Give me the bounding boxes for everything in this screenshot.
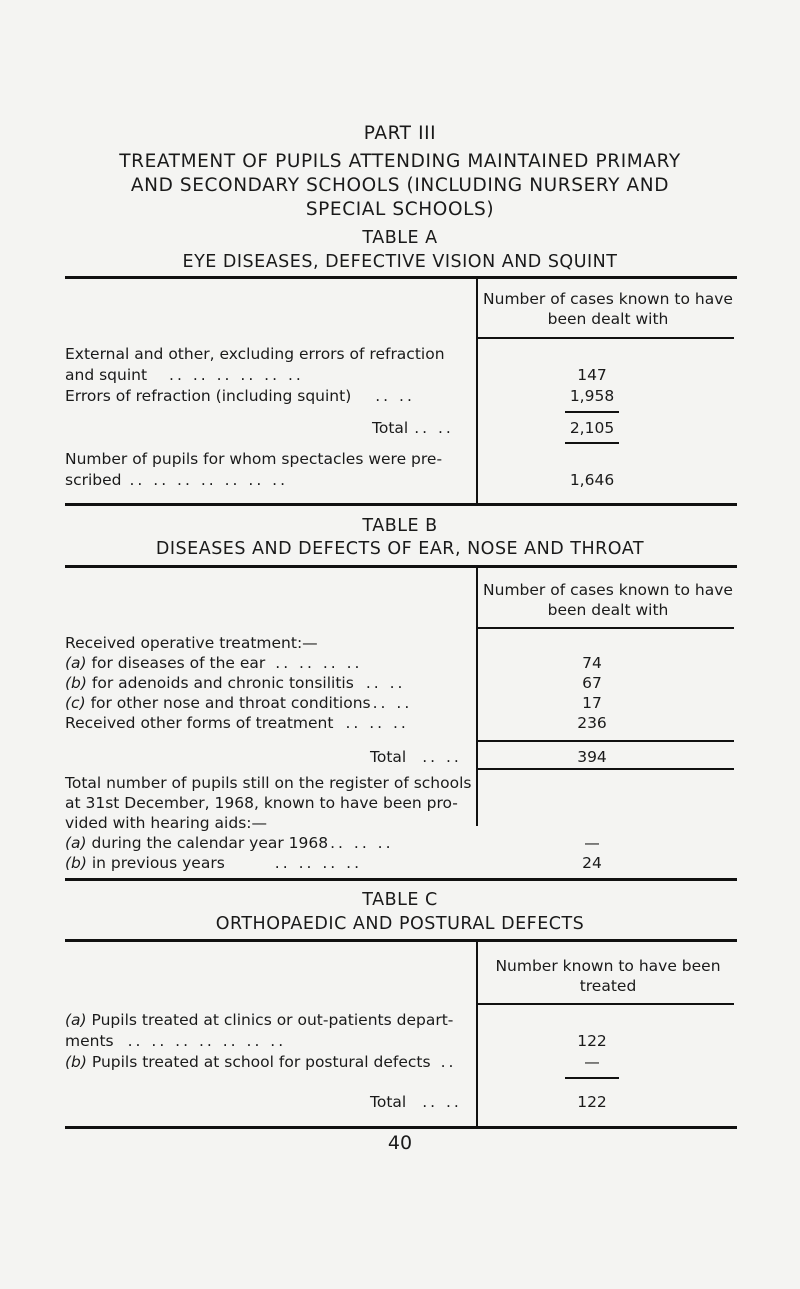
total-label: Total	[370, 1093, 407, 1111]
row-label: and squint	[65, 366, 148, 384]
table-b-hearing-a	[65, 834, 394, 852]
table-a-row2-value: 1,958	[569, 387, 615, 405]
total-label: Total	[370, 748, 407, 766]
row-label: for adenoids and chronic tonsilitis	[91, 674, 354, 692]
table-a-row3-value: 1,646	[569, 471, 615, 489]
leader-dots: ..	[440, 1053, 457, 1071]
leader-dots: .. ..	[365, 674, 406, 692]
table-a-row3-line1: Number of pupils for whom spectacles were pre-	[65, 450, 443, 468]
table-b-hearing-line1: Total number of pupils still on the register of schools	[65, 774, 472, 792]
table-c-label: TABLE C	[362, 890, 438, 910]
table-b-hearing-line3: vided with hearing aids:—	[65, 814, 267, 832]
row-prefix: (a)	[65, 834, 87, 852]
row-prefix: (a)	[65, 1011, 87, 1029]
table-a-header-rule	[478, 337, 734, 339]
table-c-bottom-rule	[65, 1126, 737, 1129]
table-b-total-rule	[478, 768, 734, 770]
table-c-row-a-value: 122	[577, 1032, 607, 1050]
table-c-heading: ORTHOPAEDIC AND POSTURAL DEFECTS	[215, 914, 585, 934]
table-b-bottom-rule	[65, 878, 737, 881]
table-b-total	[370, 748, 462, 766]
leader-dots: .. ..	[414, 419, 454, 437]
table-b-hearing-line2: at 31st December, 1968, known to have been pro-	[65, 794, 458, 812]
table-b-heading: DISEASES AND DEFECTS OF EAR, NOSE AND THROAT	[155, 539, 645, 559]
leader-dots: .. .. .. .. .. .. ..	[129, 471, 289, 489]
row-label: Pupils treated at school for postural defects	[91, 1053, 431, 1071]
table-b-col-header-1: Number of cases known to have	[483, 581, 733, 599]
table-b-hearing-b-value: 24	[582, 854, 602, 872]
row-prefix: (c)	[65, 694, 86, 712]
title-line-3: SPECIAL SCHOOLS)	[305, 199, 495, 220]
row-label: Received other forms of treatment	[65, 714, 334, 732]
row-label: in previous years	[91, 854, 225, 872]
table-a-row1-line2	[65, 366, 304, 384]
table-a-row1-value: 147	[577, 366, 607, 384]
leader-dots: .. .. .. .. .. .. ..	[127, 1032, 287, 1050]
leader-dots: .. .. ..	[330, 834, 394, 852]
table-b-row-c-value: 17	[582, 694, 602, 712]
row-label: ments	[65, 1032, 114, 1050]
table-a-subtotal-rule	[565, 411, 619, 413]
table-b-col-header-2: been dealt with	[547, 601, 669, 619]
leader-dots: .. ..	[375, 387, 415, 405]
row-label: for other nose and throat conditions	[90, 694, 371, 712]
table-a-row3-line2	[65, 471, 288, 489]
leader-dots: .. ..	[372, 694, 413, 712]
table-a-top-rule	[65, 276, 737, 279]
table-b-subtotal-rule	[478, 740, 734, 742]
table-b-header-rule	[478, 627, 734, 629]
row-label: Errors of refraction (including squint)	[65, 387, 352, 405]
table-a-total-value: 2,105	[569, 419, 615, 437]
table-c-row-b	[65, 1053, 456, 1071]
row-label: for diseases of the ear	[91, 654, 266, 672]
table-c-row-a-line1	[65, 1011, 453, 1029]
table-a-row1-line1: External and other, excluding errors of refraction	[65, 345, 445, 363]
table-c-subtotal-rule	[565, 1077, 619, 1079]
leader-dots: .. .. .. ..	[275, 654, 363, 672]
table-b-label: TABLE B	[362, 516, 438, 536]
table-a-bottom-rule	[65, 503, 737, 506]
total-label: Total	[372, 419, 409, 437]
row-label: Pupils treated at clinics or out-patients depart-	[91, 1011, 454, 1029]
table-b-row-other	[65, 714, 409, 732]
table-c-col-header-1: Number known to have been	[495, 957, 721, 975]
leader-dots: .. .. ..	[345, 714, 409, 732]
table-a-heading: EYE DISEASES, DEFECTIVE VISION AND SQUINT	[182, 252, 618, 272]
row-prefix: (a)	[65, 654, 87, 672]
table-c-total	[370, 1093, 462, 1111]
title-line-1: TREATMENT OF PUPILS ATTENDING MAINTAINED PRIMARY	[119, 151, 681, 172]
table-b-row-a	[65, 654, 362, 672]
table-c-col-header-2: treated	[579, 977, 637, 995]
table-c-total-value: 122	[577, 1093, 607, 1111]
table-b-row-c	[65, 694, 412, 712]
leader-dots: .. .. .. .. .. ..	[169, 366, 304, 384]
table-b-row-b	[65, 674, 405, 692]
table-b-row-a-value: 74	[582, 654, 602, 672]
table-c-row-b-value: —	[584, 1053, 600, 1071]
table-b-hearing-a-value: —	[584, 834, 600, 852]
table-b-row-other-value: 236	[577, 714, 607, 732]
page-number: 40	[387, 1132, 413, 1154]
leader-dots: .. ..	[422, 748, 462, 766]
table-a-col-header-1: Number of cases known to have	[483, 290, 733, 308]
row-label: during the calendar year 1968	[91, 834, 329, 852]
row-prefix: (b)	[65, 854, 87, 872]
table-a-row2	[65, 387, 415, 405]
leader-dots: .. ..	[422, 1093, 462, 1111]
table-a-col-header-2: been dealt with	[547, 310, 669, 328]
leader-dots: .. .. .. ..	[274, 854, 362, 872]
table-b-row-b-value: 67	[582, 674, 602, 692]
table-b-group1-label: Received operative treatment:—	[65, 634, 318, 652]
row-prefix: (b)	[65, 1053, 87, 1071]
table-a-label: TABLE A	[362, 228, 438, 248]
table-c-row-a-line2	[65, 1032, 286, 1050]
table-b-total-value: 394	[577, 748, 607, 766]
table-b-hearing-b	[65, 854, 362, 872]
part-label: PART III	[363, 123, 437, 144]
row-prefix: (b)	[65, 674, 87, 692]
table-a-total-rule	[565, 442, 619, 444]
table-a-total	[372, 419, 454, 437]
table-c-header-rule	[478, 1003, 734, 1005]
table-b-top-rule	[65, 565, 737, 568]
title-line-2: AND SECONDARY SCHOOLS (INCLUDING NURSERY AND	[130, 175, 670, 196]
row-label: scribed	[65, 471, 122, 489]
table-c-top-rule	[65, 939, 737, 942]
